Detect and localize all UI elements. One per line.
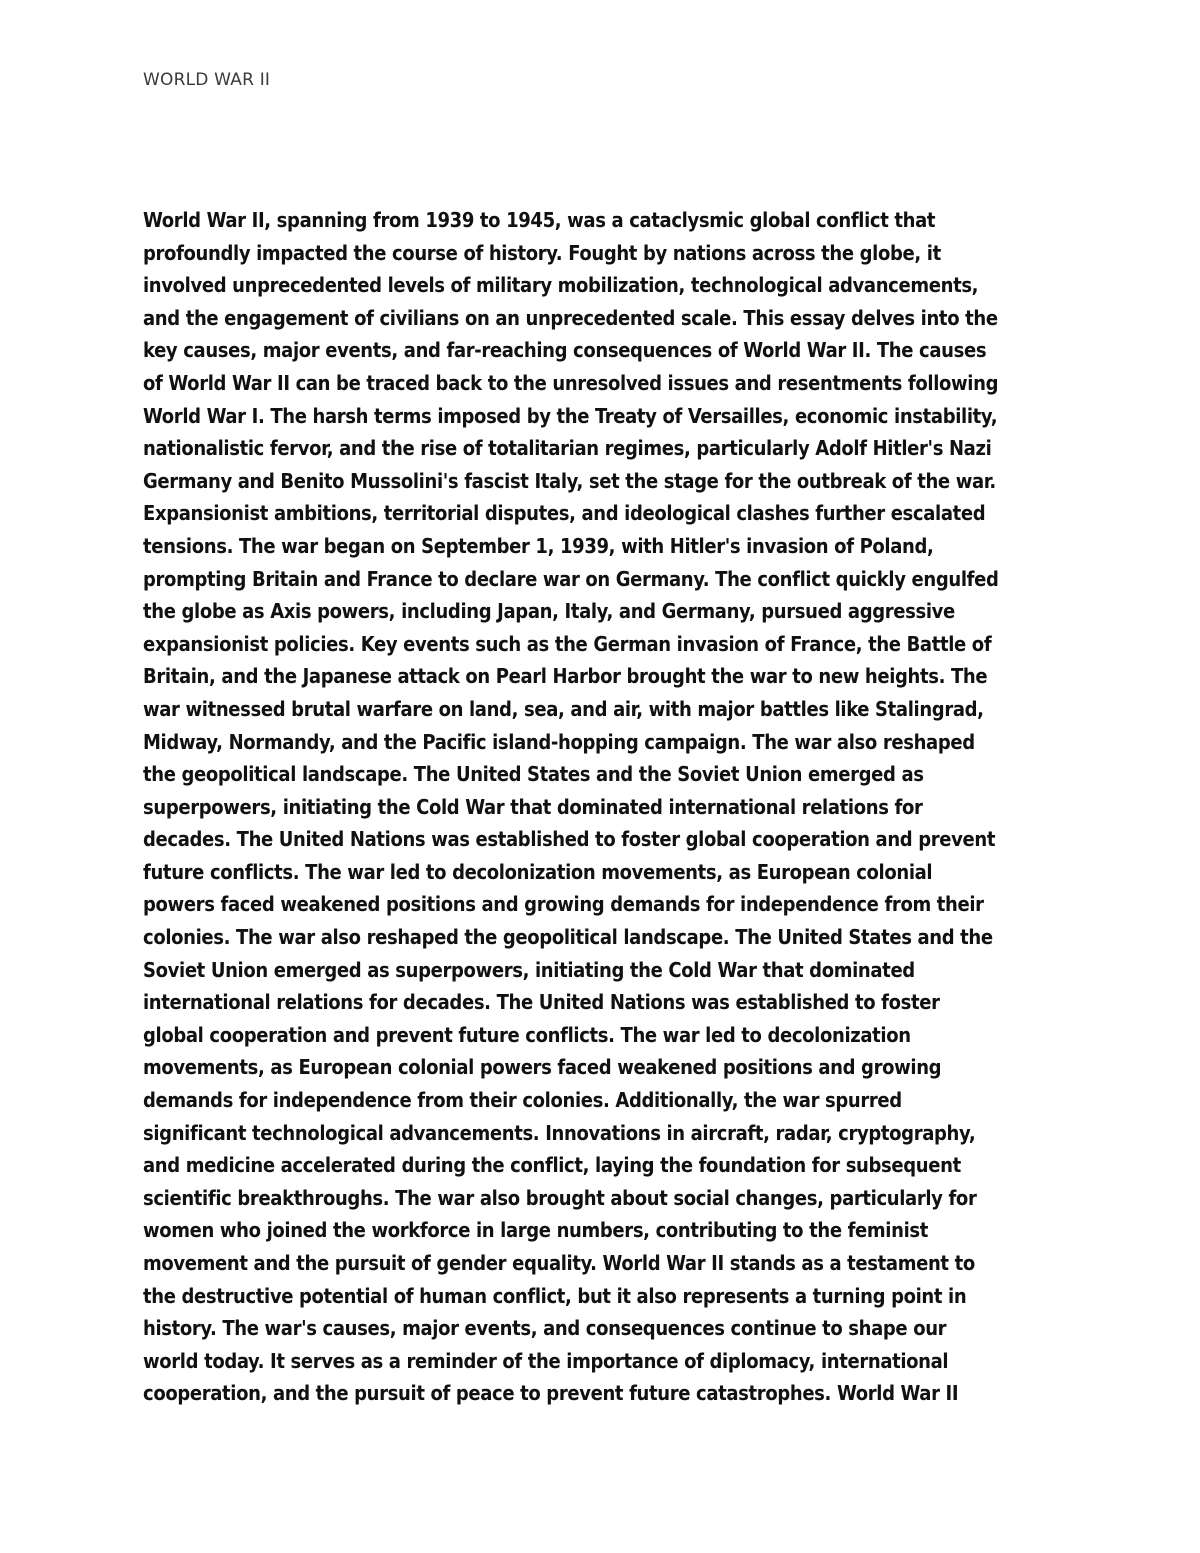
essay-line: colonies. The war also reshaped the geopolitical landscape. The United States and the: [143, 925, 993, 950]
essay-line: world today. It serves as a reminder of the importance of diplomacy, international: [143, 1348, 949, 1373]
essay-body: [143, 204, 1063, 1410]
essay-line: Expansionist ambitions, territorial disputes, and ideological clashes further escalated: [143, 501, 986, 526]
essay-line: the geopolitical landscape. The United States and the Soviet Union emerged as: [143, 762, 924, 787]
running-head: WORLD WAR II: [143, 70, 271, 90]
essay-line: superpowers, initiating the Cold War that dominated international relations for: [143, 794, 923, 819]
essay-line: nationalistic fervor, and the rise of totalitarian regimes, particularly Adolf Hitler's Nazi: [143, 436, 992, 461]
essay-line: Germany and Benito Mussolini's fascist Italy, set the stage for the outbreak of the war.: [143, 468, 996, 493]
essay-line: movement and the pursuit of gender equality. World War II stands as a testament to: [143, 1251, 975, 1275]
essay-line: future conflicts. The war led to decolonization movements, as European colonial: [143, 859, 933, 884]
essay-line: history. The war's causes, major events, and consequences continue to shape our: [143, 1316, 947, 1341]
essay-line: expansionist policies. Key events such as the German invasion of France, the Battle of: [143, 631, 992, 656]
essay-line: World War I. The harsh terms imposed by the Treaty of Versailles, economic instability,: [143, 403, 998, 428]
essay-line: cooperation, and the pursuit of peace to prevent future catastrophes. World War II: [143, 1381, 959, 1406]
essay-line: profoundly impacted the course of history. Fought by nations across the globe, it: [143, 240, 941, 265]
essay-line: scientific breakthroughs. The war also brought about social changes, particularly for: [143, 1185, 977, 1210]
essay-line: World War II, spanning from 1939 to 1945, was a cataclysmic global conflict that: [143, 208, 936, 232]
essay-line: international relations for decades. The United Nations was established to foster: [143, 990, 940, 1015]
essay-line: key causes, major events, and far-reaching consequences of World War II. The causes: [143, 338, 987, 363]
essay-line: and medicine accelerated during the conflict, laying the foundation for subsequent: [143, 1153, 961, 1178]
essay-line: significant technological advancements. Innovations in aircraft, radar, cryptography,: [143, 1120, 976, 1145]
essay-line: the globe as Axis powers, including Japan, Italy, and Germany, pursued aggressive: [143, 599, 955, 624]
essay-line: Midway, Normandy, and the Pacific island-hopping campaign. The war also reshaped: [143, 729, 975, 754]
essay-line: of World War II can be traced back to the unresolved issues and resentments following: [143, 370, 999, 395]
essay-line: tensions. The war began on September 1, 1939, with Hitler's invasion of Poland,: [143, 533, 934, 558]
essay-line: involved unprecedented levels of military mobilization, technological advancements,: [143, 273, 979, 298]
essay-line: prompting Britain and France to declare war on Germany. The conflict quickly engulfed: [143, 566, 999, 591]
essay-line: Britain, and the Japanese attack on Pearl Harbor brought the war to new heights. The: [143, 664, 988, 689]
essay-line: women who joined the workforce in large numbers, contributing to the feminist: [143, 1218, 929, 1243]
essay-line: the destructive potential of human conflict, but it also represents a turning point in: [143, 1283, 967, 1308]
essay-line: movements, as European colonial powers faced weakened positions and growing: [143, 1055, 942, 1080]
essay-line: decades. The United Nations was established to foster global cooperation and prevent: [143, 827, 996, 852]
essay-line: Soviet Union emerged as superpowers, initiating the Cold War that dominated: [143, 957, 915, 982]
essay-line: demands for independence from their colonies. Additionally, the war spurred: [143, 1088, 902, 1113]
essay-line: war witnessed brutal warfare on land, sea, and air, with major battles like Stalingrad,: [143, 696, 984, 721]
essay-line: powers faced weakened positions and growing demands for independence from their: [143, 892, 984, 917]
essay-line: global cooperation and prevent future conflicts. The war led to decolonization: [143, 1022, 911, 1047]
essay-line: and the engagement of civilians on an unprecedented scale. This essay delves into the: [143, 305, 998, 330]
